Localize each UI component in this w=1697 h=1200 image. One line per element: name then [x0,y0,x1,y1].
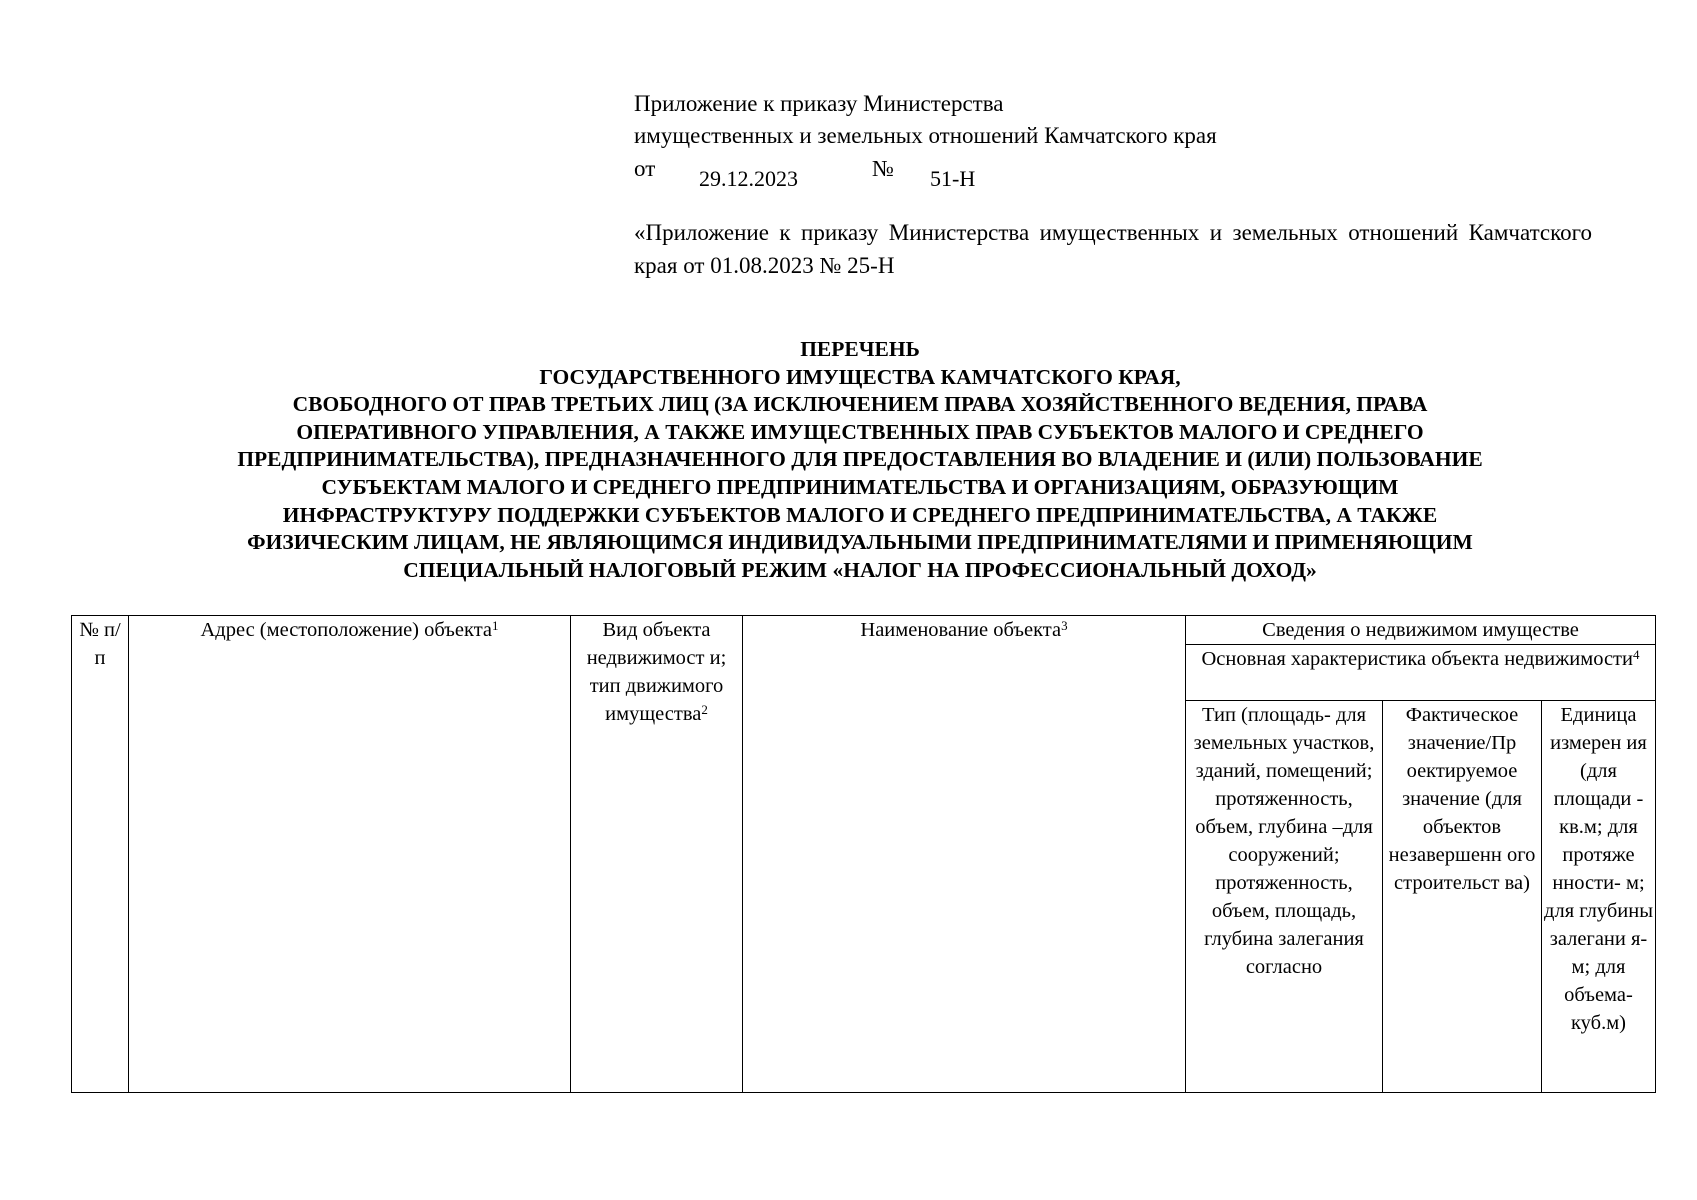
date-prefix: от [634,156,656,181]
header-cell-number: № п/п [72,616,129,1093]
header-cell-characteristic-type: Тип (площадь- для земельных участков, зданий, помещений; протяженность, объем, глубина –для сооружений; протяженность, объем, площадь, глубина залегания согласно [1186,701,1383,1093]
title-line: СВОБОДНОГО ОТ ПРАВ ТРЕТЬИХ ЛИЦ (ЗА ИСКЛЮЧЕНИЕМ ПРАВА ХОЗЯЙСТВЕННОГО ВЕДЕНИЯ, ПРАВА [292,392,1428,417]
title-line: ФИЗИЧЕСКИМ ЛИЦАМ, НЕ ЯВЛЯЮЩИМСЯ ИНДИВИДУАЛЬНЫМИ ПРЕДПРИНИМАТЕЛЯМИ И ПРИМЕНЯЮЩИМ [247,530,1473,555]
header-cell-unit: Единица измерен ия (для площади - кв.м; для протяже нности- м; для глубины залегани я-м; для объема- куб.м) [1542,701,1656,1093]
title-line: СПЕЦИАЛЬНЫЙ НАЛОГОВЫЙ РЕЖИМ «НАЛОГ НА ПРОФЕССИОНАЛЬНЫЙ ДОХОД» [403,557,1317,582]
header-cell-address: Адрес (местоположение) объекта$^1$ [129,616,571,1093]
header-cell-realty-group: Сведения о недвижимом имуществе [1186,616,1656,645]
footnote-mark: 4 [1633,647,1640,662]
header-cell-object-name: Наименование объекта$^3$ [743,616,1186,1093]
title-line: ИНФРАСТРУКТУРУ ПОДДЕРЖКИ СУБЪЕКТОВ МАЛОГО И СРЕДНЕГО ПРЕДПРИНИМАТЕЛЬСТВА, А ТАКЖЕ [282,502,1438,527]
footnote-mark: 3 [1061,618,1068,633]
footnote-mark: 1 [492,618,499,633]
header-line-2: имущественных и земельных отношений Камчатского края [634,123,1217,148]
title-line: ПРЕДПРИНИМАТЕЛЬСТВА), ПРЕДНАЗНАЧЕННОГО ДЛЯ ПРЕДОСТАВЛЕНИЯ ВО ВЛАДЕНИЕ И (ИЛИ) ПОЛЬЗОВАНИЕ [237,447,1483,472]
order-date: 29.12.2023 [699,166,798,191]
title-line: ПЕРЕЧЕНЬ [800,337,920,361]
footnote-mark: 2 [701,702,708,717]
header-cell-object-type: Вид объекта недвижимост и; тип движимого имущества$^2$ [571,616,743,1093]
header-cell-actual-value: Фактическое значение/Пр оектируемое значение (для объектов незавершенн ого строительст ва) [1383,701,1542,1093]
title-line: ГОСУДАРСТВЕННОГО ИМУЩЕСТВА КАМЧАТСКОГО КРАЯ, [539,364,1181,389]
property-table [71,615,1656,1093]
document-title [70,336,1650,584]
amendment-text: «Приложение к приказу Министерства имущественных и земельных отношений Камчатского края от 01.08.2023 № 25-Н [634,220,1592,278]
header-cell-main-characteristic: Основная характеристика объекта недвижимости$^4$ [1186,645,1656,701]
title-line: СУБЪЕКТАМ МАЛОГО И СРЕДНЕГО ПРЕДПРИНИМАТЕЛЬСТВА И ОРГАНИЗАЦИЯМ, ОБРАЗУЮЩИМ [321,474,1399,499]
order-number: 51-Н [930,166,976,191]
header-line-1: Приложение к приказу Министерства [634,91,1004,116]
number-sign: № [872,156,894,181]
title-line: ОПЕРАТИВНОГО УПРАВЛЕНИЯ, А ТАКЖЕ ИМУЩЕСТВЕННЫХ ПРАВ СУБЪЕКТОВ МАЛОГО И СРЕДНЕГО [296,419,1424,444]
